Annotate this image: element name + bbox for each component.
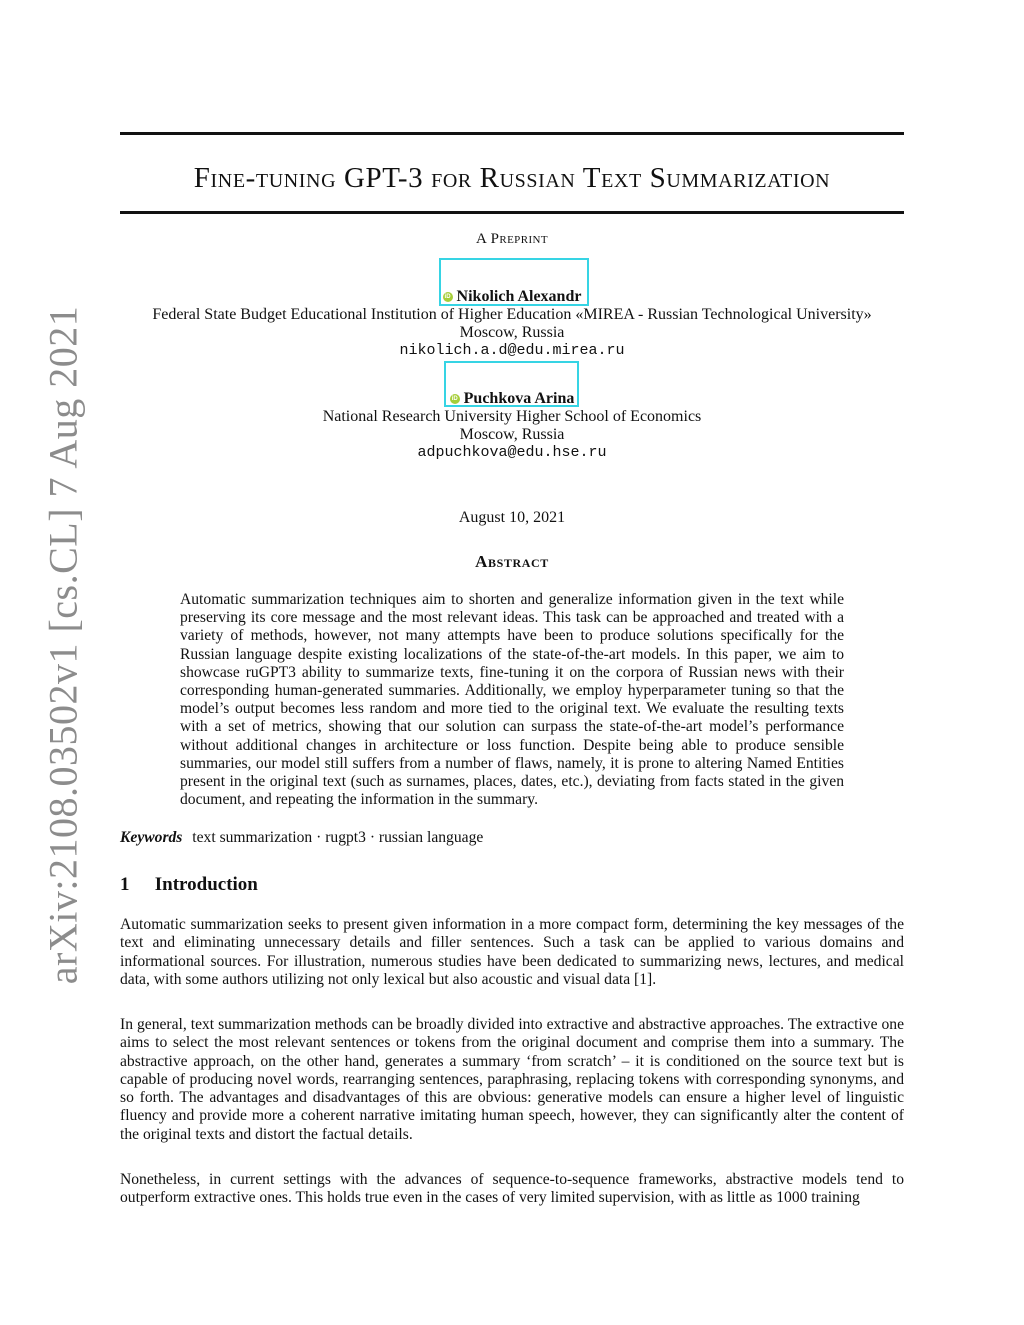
keywords-line [120, 829, 483, 847]
orcid-icon[interactable]: iD [451, 396, 458, 402]
orcid-icon[interactable]: iD [444, 294, 451, 300]
author-name-text: Puchkova Arina [463, 390, 575, 407]
author-affiliation: Federal State Budget Educational Institution of Higher Education «MIREA - Russian Technological University» [152, 306, 872, 323]
author-block [0, 285, 1024, 360]
author-affiliation: National Research University Higher School of Economics [322, 408, 702, 425]
arxiv-stamp: arXiv:2108.03502v1 [cs.CL] 7 Aug 2021 [40, 305, 86, 985]
title-rule-top [120, 132, 904, 135]
body-paragraph: In general, text summarization methods can be broadly divided into extractive and abstractive approaches. The extractive one aims to select the most relevant sentences or tokens from the original document and comprise them into a summary. The abstractive approach, on the other hand, generates a summary ‘from scratch’ – it is conditioned on the source text but is capable of producing novel words, rearranging sentences, paraphrasing, replacing tokens with corresponding synonyms, and so forth. The advantages and disadvantages of this are obvious: generative models can ensure a higher level of linguistic fluency and provide more a coherent narrative imitating human speech, however, they can significantly alter the content of the original texts and distort the factual details. [120, 1016, 904, 1143]
body-paragraph: Nonetheless, in current settings with the advances of sequence-to-sequence frameworks, abstractive models tend to outperform extractive ones. This holds true even in the cases of very limited supervision, with as little as 1000 training [120, 1171, 904, 1207]
author-location: Moscow, Russia [459, 426, 565, 443]
author-email[interactable]: adpuchkova@edu.hse.ru [417, 444, 607, 461]
body-paragraph: Automatic summarization seeks to present given information in a more compact form, determining the key messages of the text and eliminating unnecessary details and filler sentences. Such a task can be applied to various domains and informational sources. For illustration, numerous studies have been dedicated to summarizing news, lectures, and medical data, with some authors utilizing not only lexical but also acoustic and visual data [1]. [120, 916, 904, 988]
section-title: Introduction [154, 874, 258, 895]
author-email[interactable]: nikolich.a.d@edu.mirea.ru [399, 342, 625, 359]
author-name-text: Nikolich Alexandr [456, 288, 582, 305]
author-location: Moscow, Russia [459, 324, 565, 341]
paper-date: August 10, 2021 [458, 509, 566, 526]
section-heading [120, 874, 258, 896]
paper-title: Fine-tuning GPT-3 for Russian Text Summarization [193, 162, 831, 194]
author-name[interactable] [443, 288, 582, 306]
preprint-label: A Preprint [476, 231, 548, 247]
abstract-text: Automatic summarization techniques aim to shorten and generalize information given in the text while preserving its core message and the most relevant ideas. This task can be approached and treated with a variety of methods, however, not many attempts have been to produce solutions specifically for the Russian language despite existing localizations of the state-of-the-art models. In this paper, we aim to showcase ruGPT3 ability to summarize texts, fine-tuning it on the corpora of Russian news with their corresponding human-generated summaries. Additionally, we employ hyperparameter tuning so that the model’s output becomes less random and more tied to the original text. We evaluate the resulting texts with a set of metrics, showing that our solution can surpass the state-of-the-art model’s performance without additional changes in architecture or loss function. Despite being able to produce sensible summaries, our model still suffers from a number of flaws, namely, it is prone to altering Named Entities present in the original text (such as surnames, places, dates, etc.), deviating from facts stated in the given document, and repeating the information in the summary. [180, 591, 844, 809]
author-name[interactable] [450, 390, 575, 408]
keywords-text: text summarization · rugpt3 · russian language [192, 829, 484, 846]
title-rule-bottom [120, 211, 904, 214]
author-block [0, 387, 1024, 462]
section-number: 1 [120, 874, 130, 895]
abstract-heading: Abstract [475, 552, 549, 571]
keywords-label: Keywords [120, 829, 183, 846]
